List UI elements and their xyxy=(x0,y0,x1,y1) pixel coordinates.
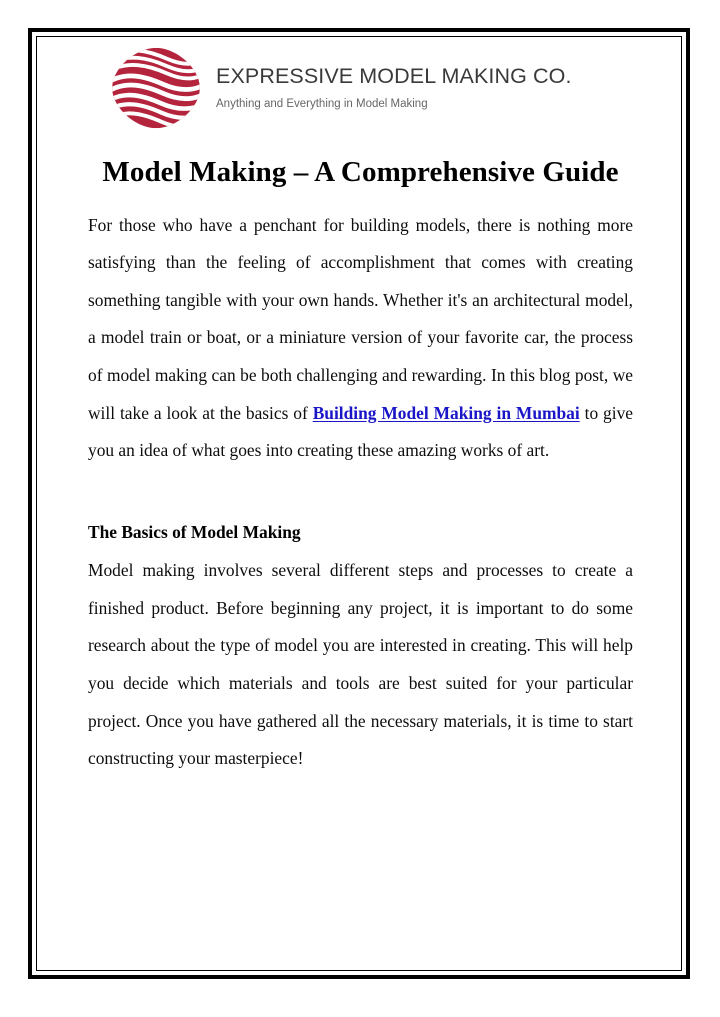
letterhead xyxy=(110,46,633,130)
intro-text-before-link: For those who have a penchant for building models, there is nothing more satisfying than the feeling of accomplishment that comes with creating something tangible with your own hands. Whether it's an architectural model, a model train or boat, or a miniature version of your favorite car, the process of model making can be both challenging and rewarding. In this blog post, we will take a look at the basics of xyxy=(88,214,633,423)
company-tagline: Anything and Everything in Model Making xyxy=(216,97,428,110)
page-title: Model Making – A Comprehensive Guide xyxy=(102,156,619,188)
letterhead-text xyxy=(216,64,572,112)
paragraph-spacer xyxy=(88,470,633,514)
intro-text-after-link: to give you an idea of what goes into creating these amazing works of art. xyxy=(88,402,633,461)
company-name: EXPRESSIVE MODEL MAKING CO. xyxy=(216,64,572,89)
intro-paragraph xyxy=(88,207,633,470)
document-content xyxy=(88,46,633,778)
building-model-making-in-mumbai-link[interactable]: Building Model Making in Mumbai xyxy=(312,402,580,423)
company-logo-icon xyxy=(110,46,202,130)
section-paragraph-basics: Model making involves several different steps and processes to create a finished product. Before beginning any project, it is important to do some research about the type of model you are interested in creating. This will help you decide which materials and tools are best suited for your particular project. Once you have gathered all the necessary materials, it is time to start constructing your masterpiece! xyxy=(88,560,633,769)
section-heading-basics: The Basics of Model Making xyxy=(88,521,301,542)
